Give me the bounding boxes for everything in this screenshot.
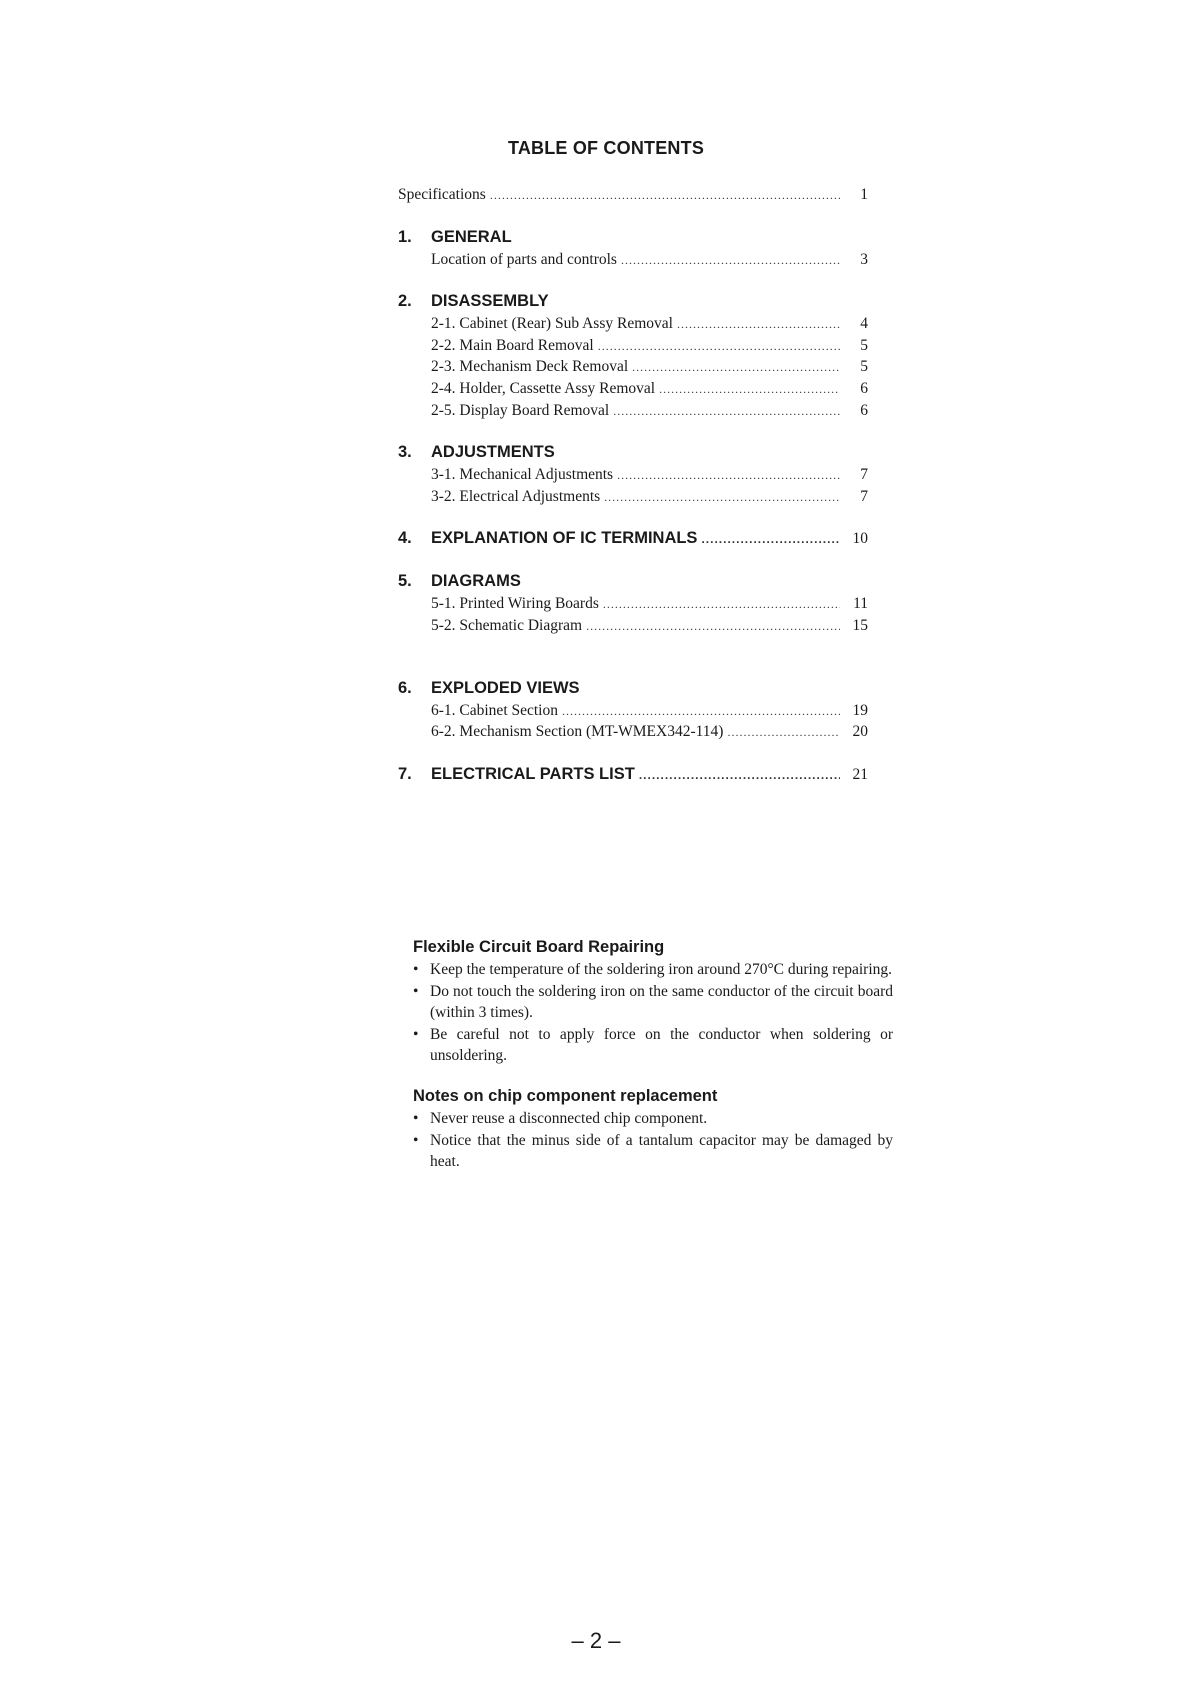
dot-leader [621,253,840,268]
note-text: Be careful not to apply force on the conductor when soldering or unsoldering. [430,1025,893,1065]
toc-entry-page: 20 [852,723,868,741]
toc-entry [398,595,868,617]
toc-section-ic-terminals [398,529,868,552]
toc-entry-page: 4 [860,315,868,333]
toc-entry-label: 3-1. Mechanical Adjustments [431,466,614,484]
toc-entry-page: 6 [860,379,868,397]
toc-section-heading [398,572,868,595]
toc-entry-label: 2-3. Mechanism Deck Removal [431,358,629,376]
toc-entry [398,402,868,424]
note-text: Keep the temperature of the soldering iron around 270°C during repairing. [430,961,893,978]
toc-entry-label: Specifications [398,186,486,203]
toc-entry [398,358,868,380]
toc-entry-label: 6-2. Mechanism Section (MT-WMEX342-114) [431,723,724,741]
dot-leader [677,317,840,332]
toc-entry-page: 11 [853,595,868,613]
toc-entry [398,251,868,273]
toc-entry [398,466,868,488]
bullet-icon: • [413,1109,419,1127]
toc-section-heading [398,529,868,552]
toc-entry [398,315,868,337]
dot-leader [659,382,840,397]
section-number: 2. [398,292,412,311]
note-chip-component [413,1087,893,1173]
toc-entry-label: 2-2. Main Board Removal [431,336,594,354]
section-title: EXPLANATION OF IC TERMINALS [431,529,698,548]
dot-leader [490,188,840,203]
toc-entry-page: 7 [860,487,868,505]
toc-entry-label: 5-1. Printed Wiring Boards [431,595,599,613]
toc-section-heading [398,443,868,466]
toc-section-heading [398,765,868,788]
toc-entry [398,488,868,510]
toc-title: TABLE OF CONTENTS [507,138,705,158]
note-heading: Flexible Circuit Board Repairing [413,938,665,956]
toc-section-adjustments [398,443,868,509]
bullet-icon: • [413,1025,419,1043]
note-bullets [413,959,893,1067]
toc-section-heading [398,228,868,251]
dot-leader [727,725,840,740]
toc-entry [398,380,868,402]
toc-entry-page: 1 [860,186,868,203]
toc-entry-specifications [398,186,868,208]
dot-leader [586,619,840,634]
note-bullet [413,981,893,1024]
bullet-icon: • [413,1131,419,1149]
toc-entry-label: 6-1. Cabinet Section [431,701,558,719]
section-title: ADJUSTMENTS [431,443,555,462]
toc-section-heading [398,679,868,702]
note-bullet [413,1108,893,1130]
note-bullets [413,1108,893,1173]
section-title: DISASSEMBLY [431,292,549,311]
toc-section-heading [398,292,868,315]
dot-leader [598,339,840,354]
toc-entry-page: 6 [860,401,868,419]
section-title: DIAGRAMS [431,572,521,591]
note-flexible-circuit-board [413,938,893,1067]
toc-entry-label: 3-2. Electrical Adjustments [431,487,601,505]
section-number: 5. [398,572,412,591]
toc-entry [398,617,868,639]
toc-entry-page: 21 [852,765,868,783]
toc-entry-label: 5-2. Schematic Diagram [431,616,583,634]
toc-section-parts-list [398,765,868,788]
repair-notes [413,938,893,1173]
toc-entry [398,337,868,359]
toc-section-disassembly [398,292,868,423]
dot-leader [613,404,840,419]
note-text: Notice that the minus side of a tantalum capacitor may be damaged by heat. [430,1131,893,1171]
section-number: 4. [398,529,412,548]
toc-entry-page: 5 [860,336,868,354]
toc-entry-label: 2-5. Display Board Removal [431,401,610,419]
note-text: Never reuse a disconnected chip component. [430,1109,708,1127]
toc-entry-page: 19 [852,701,868,719]
toc-entry [398,723,868,745]
toc-entry-page: 10 [852,530,868,548]
section-title: ELECTRICAL PARTS LIST [431,764,635,783]
toc-section-diagrams [398,572,868,638]
dot-leader [617,468,840,483]
table-of-contents [398,186,868,788]
note-text: Do not touch the soldering iron on the same conductor of the circuit board (within 3 times). [430,982,893,1022]
dot-leader [604,490,840,505]
note-bullet [413,1024,893,1067]
toc-entry [398,702,868,724]
bullet-icon: • [413,982,419,1000]
section-number: 3. [398,443,412,462]
toc-entry-page: 7 [860,466,868,484]
section-title: EXPLODED VIEWS [431,678,580,697]
bullet-icon: • [413,961,419,978]
dot-leader [603,597,840,612]
note-bullet [413,1130,893,1173]
toc-section-general [398,228,868,273]
section-number: 6. [398,678,412,697]
toc-entry-page: 5 [860,358,868,376]
toc-entry-label: 2-4. Holder, Cassette Assy Removal [431,379,656,397]
toc-entry-label: 2-1. Cabinet (Rear) Sub Assy Removal [431,315,673,333]
note-heading: Notes on chip component replacement [413,1086,718,1105]
dot-leader [562,704,840,719]
section-number: 1. [398,227,412,246]
toc-entry-page: 3 [860,250,868,268]
section-number: 7. [398,764,412,783]
page-number: – 2 – [571,1628,621,1653]
dot-leader [701,532,840,546]
toc-section-exploded-views [398,679,868,745]
dot-leader [639,768,840,782]
toc-entry-label: Location of parts and controls [431,250,617,268]
toc-entry-page: 15 [852,616,868,634]
note-bullet [413,959,893,981]
dot-leader [632,360,840,375]
section-title: GENERAL [431,227,512,246]
